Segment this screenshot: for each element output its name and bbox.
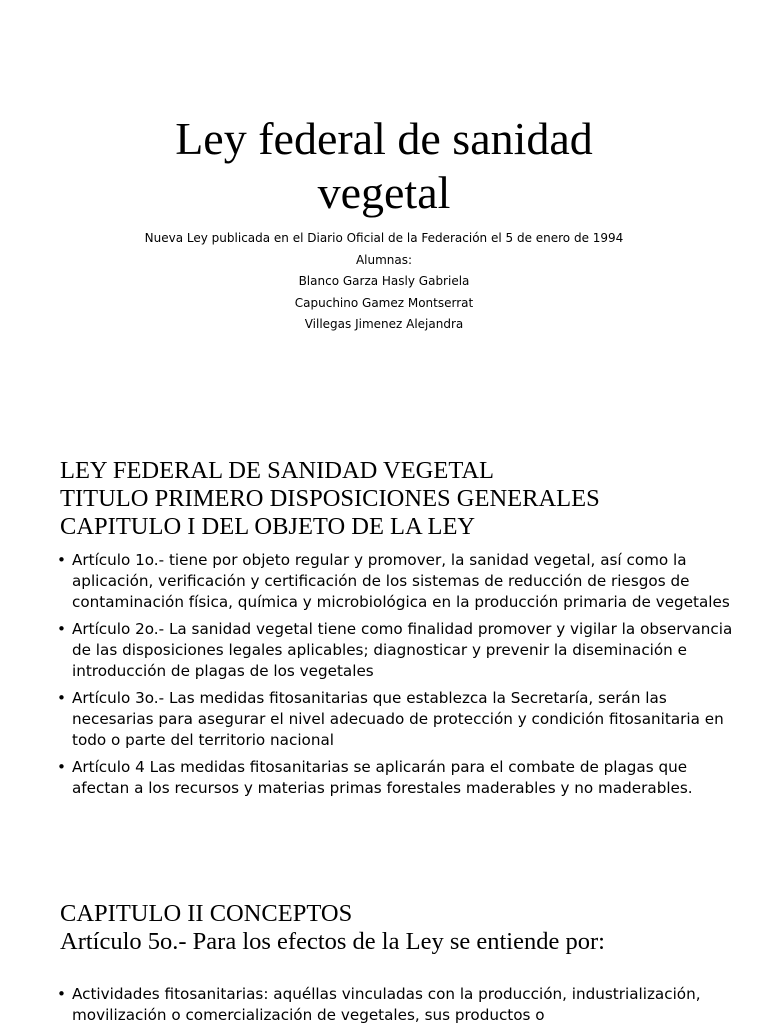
heading-line-2: TITULO PRIMERO DISPOSICIONES GENERALES xyxy=(60,485,600,512)
bullet-icon: • xyxy=(57,985,66,1003)
article-text: Artículo 1o.- tiene por objeto regular y promover, la sanidad vegetal, así como la aplicación, verificación y certificación de los sistemas de reducción de riesgos de contaminación física, química y microbiológica en la producción primaria de vegetales xyxy=(72,551,730,611)
heading-line-1: LEY FEDERAL DE SANIDAD VEGETAL xyxy=(60,457,495,484)
bullet-icon: • xyxy=(57,758,66,776)
bullet-icon: • xyxy=(57,551,66,569)
slide-heading xyxy=(60,900,750,956)
bullet-icon: • xyxy=(57,689,66,707)
list-item xyxy=(56,550,746,613)
article-text: Artículo 2o.- La sanidad vegetal tiene como finalidad promover y vigilar la observancia de las disposiciones legales aplicables; diagnosticar y prevenir la diseminación e introducción de plagas de los vegetales xyxy=(72,620,733,680)
list-item xyxy=(56,757,746,799)
definition-list xyxy=(56,984,746,1032)
chapter-1-slide xyxy=(0,432,768,864)
authors-label: Alumnas: xyxy=(355,252,413,267)
title-slide xyxy=(0,0,768,432)
bullet-icon: • xyxy=(57,620,66,638)
list-item xyxy=(56,619,746,682)
list-item xyxy=(56,688,746,751)
title-line-2: vegetal xyxy=(317,167,451,218)
subtitle-block xyxy=(0,228,768,336)
author-name-3: Villegas Jimenez Alejandra xyxy=(304,317,464,331)
author-name-1: Blanco Garza Hasly Gabriela xyxy=(298,274,470,288)
page-title xyxy=(0,112,768,220)
slide-heading xyxy=(60,457,750,541)
heading-line-1: CAPITULO II CONCEPTOS xyxy=(60,900,353,927)
article-text: Artículo 3o.- Las medidas fitosanitarias que establezca la Secretaría, serán las necesarias para asegurar el nivel adecuado de protección y condición fitosanitaria en todo o parte del territorio nacional xyxy=(72,689,724,749)
heading-line-2: Artículo 5o.- Para los efectos de la Ley se entiende por: xyxy=(60,928,605,955)
article-list xyxy=(56,550,746,805)
list-item xyxy=(56,984,746,1026)
definition-text: Actividades fitosanitarias: aquéllas vinculadas con la producción, industrialización, movilización o comercialización de vegetales, sus productos o xyxy=(72,985,701,1024)
heading-line-3: CAPITULO I DEL OBJETO DE LA LEY xyxy=(60,513,476,540)
title-line-1: Ley federal de sanidad xyxy=(175,113,593,164)
article-text: Artículo 4 Las medidas fitosanitarias se aplicarán para el combate de plagas que afectan a los recursos y materias primas forestales maderables y no maderables. xyxy=(72,758,693,797)
publication-note: Nueva Ley publicada en el Diario Oficial de la Federación el 5 de enero de 1994 xyxy=(144,231,624,245)
author-name-2: Capuchino Gamez Montserrat xyxy=(294,295,474,310)
chapter-2-slide xyxy=(0,864,768,1024)
